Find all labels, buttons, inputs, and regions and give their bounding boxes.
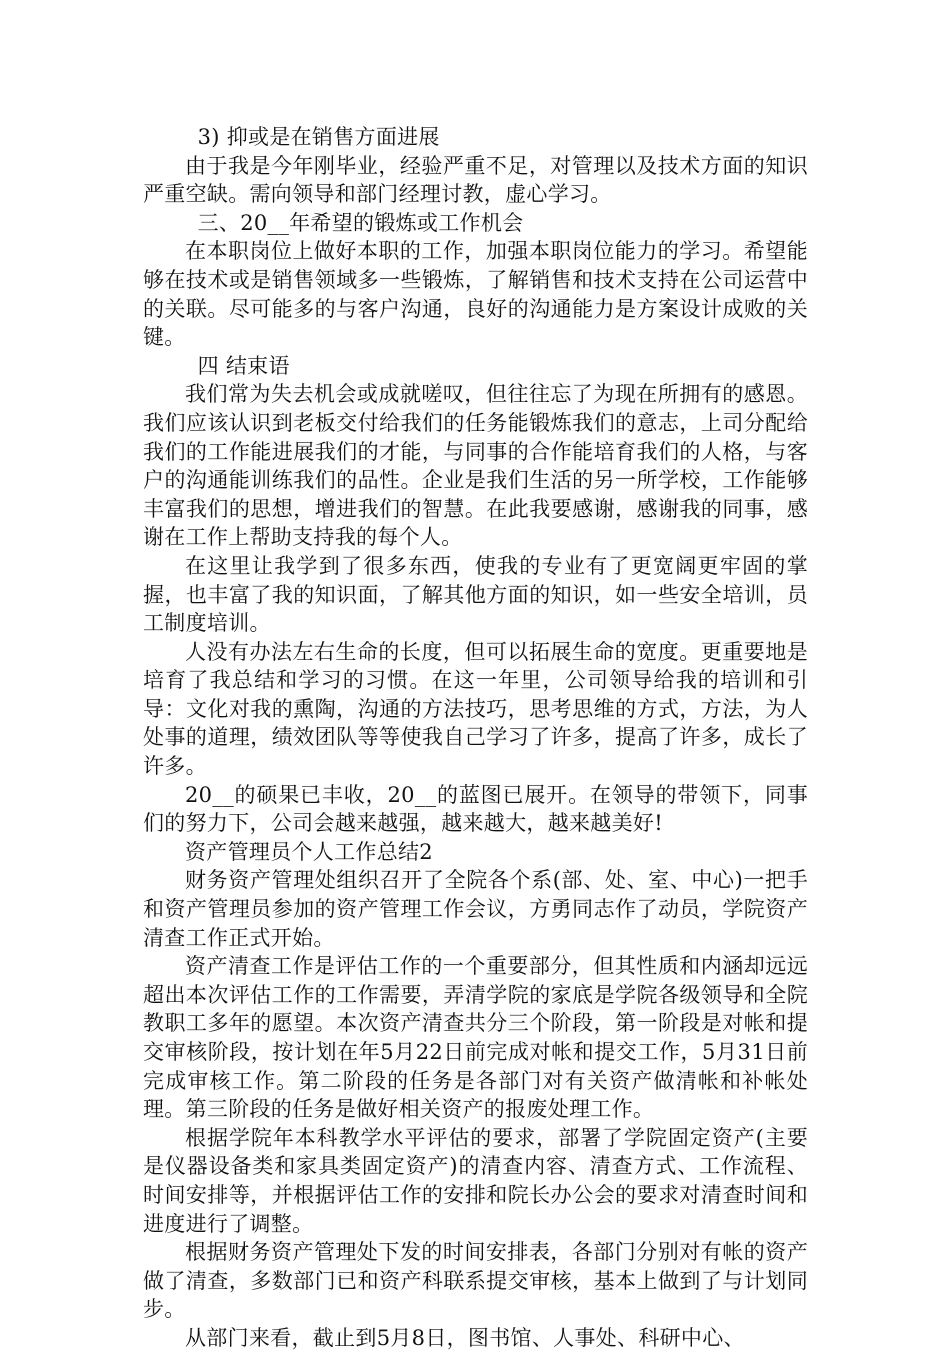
paragraph: 人没有办法左右生命的长度，但可以拓展生命的宽度。更重要地是培育了我总结和学习的习惯。在这一年里，公司领导给我的培训和引导：文化对我的熏陶，沟通的方法技巧，思考思维的方式，方法，为人处事的道理，绩效团队等等使我自己学习了许多，提高了许多，成长了许多。 [143,639,808,779]
paragraph: 我们常为失去机会或成就嗟叹，但往往忘了为现在所拥有的感恩。我们应该认识到老板交付给我们的任务能锻炼我们的意志，上司分配给我们的工作能进展我们的才能，与同事的合作能培育我们的人格，与客户的沟通能训练我们的品性。企业是我们生活的另一所学校，工作能够丰富我们的思想，增进我们的智慧。在此我要感谢，感谢我的同事，感谢在工作上帮助支持我的每个人。 [143,382,808,550]
paragraph: 根据学院年本科教学水平评估的要求，部署了学院固定资产(主要是仪器设备类和家具类固定资产)的清查内容、清查方式、工作流程、时间安排等，并根据评估工作的安排和院长办公会的要求对清查时间和进度进行了调整。 [143,1125,808,1236]
paragraph-heading: 3) 抑或是在销售方面进展 [197,125,440,149]
paragraph-heading: 三、20__年希望的锻炼或工作机会 [197,210,524,235]
paragraph: 在这里让我学到了很多东西，使我的专业有了更宽阔更牢固的掌握，也丰富了我的知识面，了解其他方面的知识，如一些安全培训，员工制度培训。 [143,553,808,636]
document-body [143,123,808,1353]
paragraph: 从部门来看，截止到5月8日，图书馆、人事处、科研中心、 [185,1325,745,1350]
paragraph: 根据财务资产管理处下发的时间安排表，各部门分别对有帐的资产做了清查，多数部门已和资产科联系提交审核，基本上做到了与计划同步。 [143,1240,808,1322]
paragraph: 20__的硕果已丰收，20__的蓝图已展开。在领导的带领下，同事们的努力下，公司会越来越强，越来越大，越来越美好! [143,782,808,836]
paragraph: 由于我是今年刚毕业，经验严重不足，对管理以及技术方面的知识严重空缺。需向领导和部门经理讨教，虚心学习。 [143,153,808,207]
section-title: 资产管理员个人工作总结2 [185,839,433,864]
paragraph: 资产清查工作是评估工作的一个重要部分，但其性质和内涵却远远超出本次评估工作的工作需要，弄清学院的家底是学院各级领导和全院教职工多年的愿望。本次资产清查共分三个阶段，第一阶段是对帐和提交审核阶段，按计划在年5月22日前完成对帐和提交工作，5月31日前完成审核工作。第二阶段的任务是各部门对有关资产做清帐和补帐处理。第三阶段的任务是做好相关资产的报废处理工作。 [143,954,808,1122]
paragraph-heading: 四 结束语 [197,353,290,378]
paragraph: 财务资产管理处组织召开了全院各个系(部、处、室、中心)一把手和资产管理员参加的资产管理工作会议，方勇同志作了动员，学院资产清查工作正式开始。 [143,868,808,950]
paragraph: 在本职岗位上做好本职的工作，加强本职岗位能力的学习。希望能够在技术或是销售领域多一些锻炼，了解销售和技术支持在公司运营中的关联。尽可能多的与客户沟通，良好的沟通能力是方案设计成败的关键。 [143,239,808,350]
